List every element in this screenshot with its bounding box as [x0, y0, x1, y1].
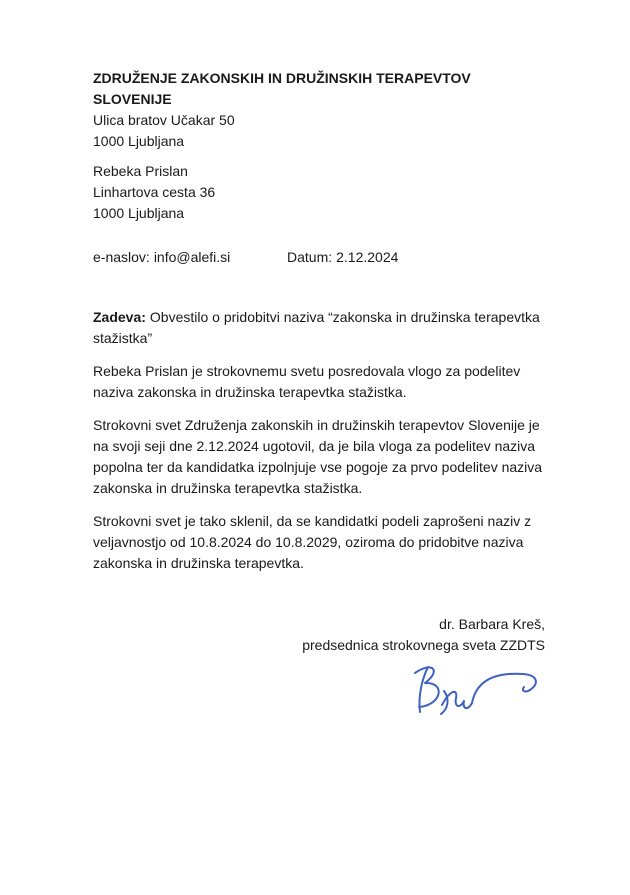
letter-content — [93, 68, 545, 738]
sender-street: Ulica bratov Učakar 50 — [93, 112, 235, 128]
email-value: info@alefi.si — [153, 249, 231, 265]
signer-title: predsednica strokovnega sveta ZZDTS — [302, 637, 545, 653]
subject-label: Zadeva: — [93, 309, 146, 325]
signature-block — [93, 660, 545, 738]
body-paragraph-1: Rebeka Prislan je strokovnemu svetu posredovala vlogo za podelitev naziva zakonska in družinska terapevtka stažistka. — [93, 363, 521, 400]
recipient-name: Rebeka Prislan — [93, 163, 188, 179]
email-label: e-naslov: — [93, 249, 150, 265]
date-value: 2.12.2024 — [336, 249, 399, 265]
body-paragraph-3: Strokovni svet je tako sklenil, da se kandidatki podeli zaprošeni naziv z veljavnostjo od 10.8.2024 do 10.8.2029, oziroma do pridobitve naziva zakonska in družinska terapevtka. — [93, 513, 532, 571]
subject-line — [93, 307, 545, 349]
subject-text: Obvestilo o pridobitvi naziva “zakonska in družinska terapevtka stažistka” — [93, 309, 540, 346]
sender-city: 1000 Ljubljana — [93, 133, 185, 149]
handwritten-signature-icon — [405, 660, 545, 732]
date-label: Datum: — [287, 249, 333, 265]
sender-address-block — [93, 68, 545, 152]
recipient-address-block — [93, 161, 545, 224]
email-line — [93, 247, 287, 268]
recipient-city: 1000 Ljubljana — [93, 205, 185, 221]
meta-line — [93, 247, 545, 268]
signer-name: dr. Barbara Kreš, — [439, 616, 545, 632]
body-paragraph-2: Strokovni svet Združenja zakonskih in družinskih terapevtov Slovenije je na svoji seji dne 2.12.2024 ugotovil, da je bila vloga za podelitev naziva popolna ter da kandidatka izpolnjuje vse pogoje za prvo podelitev naziva zakonska in družinska terapevtka stažistka. — [93, 417, 543, 496]
closing-block — [93, 614, 545, 656]
sender-name: ZDRUŽENJE ZAKONSKIH IN DRUŽINSKIH TERAPEVTOV SLOVENIJE — [93, 70, 471, 107]
date-line — [287, 247, 398, 268]
recipient-street: Linhartova cesta 36 — [93, 184, 216, 200]
